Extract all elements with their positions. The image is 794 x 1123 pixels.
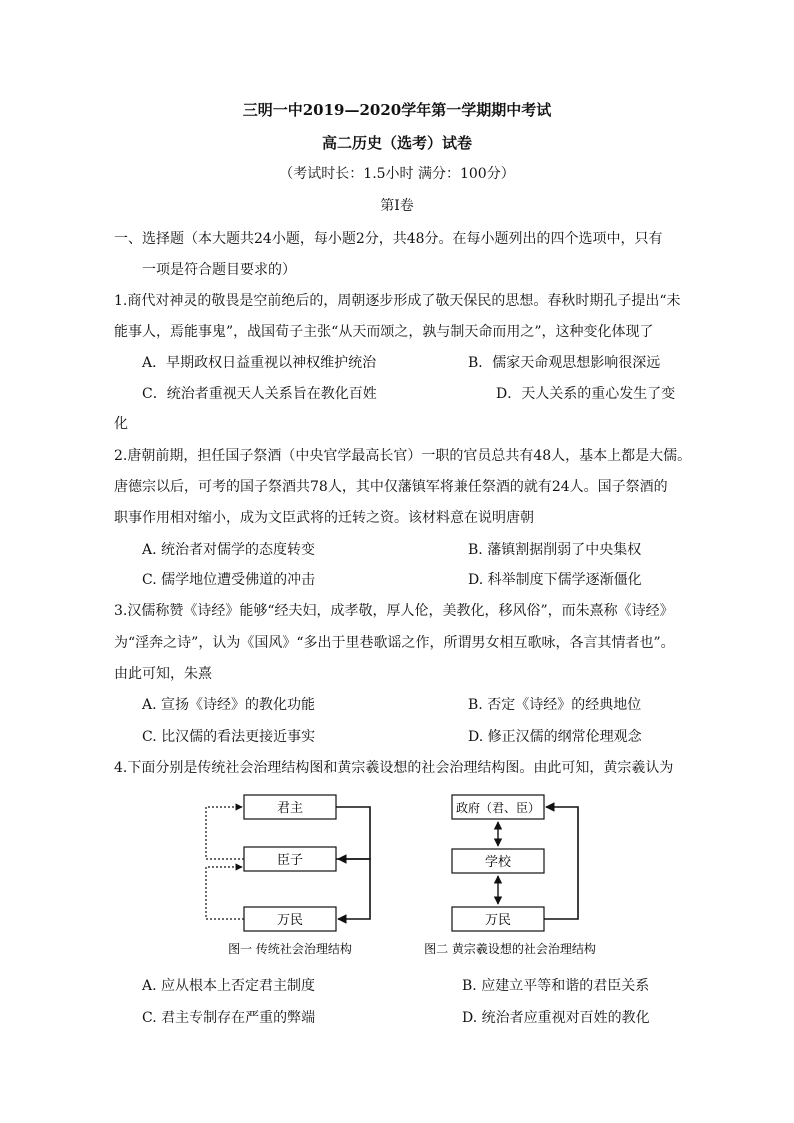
question-1-line-1: 1.商代对神灵的敬畏是空前绝后的，周朝逐步形成了敬天保民的思想。春秋时期孔子提出“未 bbox=[114, 293, 681, 309]
question-1-option-b: B．儒家天命观思想影响很深远 bbox=[468, 355, 661, 371]
fig1-box-officials-label: 臣子 bbox=[276, 853, 304, 868]
question-2-line-3: 职事作用相对缩小，成为文臣武将的迁转之资。该材料意在说明唐朝 bbox=[114, 510, 534, 526]
fig2-arrow-people-to-government bbox=[544, 807, 578, 919]
question-1-line-2: 能事人，焉能事鬼”，战国荀子主张“从天而颂之，孰与制天命而用之”，这种变化体现了 bbox=[114, 324, 654, 340]
question-2-option-a: A. 统治者对儒学的态度转变 bbox=[142, 542, 316, 558]
question-1-option-a: A．早期政权日益重视以神权维护统治 bbox=[142, 355, 377, 371]
question-3-line-2: 为“淫奔之诗”，认为《国风》“多出于里巷歌谣之作，所谓男女相互歌咏，各言其情者也”。 bbox=[114, 635, 675, 651]
governance-structure-figure bbox=[190, 785, 610, 965]
fig1-arrow-officials-to-people bbox=[336, 859, 370, 919]
figure-1-traditional bbox=[206, 795, 370, 956]
fig1-arrow-monarch-to-officials bbox=[336, 807, 370, 859]
fig1-dotted-arrow-officials-to-monarch bbox=[206, 807, 244, 859]
question-1-option-d: D．天人关系的重心发生了变 bbox=[496, 386, 676, 402]
section-heading-cont: 一项是符合题目要求的） bbox=[142, 262, 296, 278]
fig1-box-monarch-label: 君主 bbox=[276, 801, 304, 816]
question-4-option-a: A. 应从根本上否定君主制度 bbox=[142, 978, 316, 994]
fig1-caption: 图一 传统社会治理结构 bbox=[228, 942, 352, 956]
question-4-option-d: D. 统治者应重视对百姓的教化 bbox=[462, 1010, 650, 1026]
fig1-dotted-arrow-people-to-officials bbox=[206, 867, 244, 919]
fig2-box-school-label: 学校 bbox=[484, 855, 512, 870]
question-3-option-b: B. 否定《诗经》的经典地位 bbox=[468, 697, 642, 713]
exam-subtitle: 高二历史（选考）试卷 bbox=[321, 134, 472, 152]
fig2-box-government-label: 政府（君、臣） bbox=[455, 801, 541, 815]
question-2-option-c: C. 儒学地位遭受佛道的冲击 bbox=[142, 572, 316, 588]
exam-info: （考试时长：1.5小时 满分：100分） bbox=[279, 166, 515, 182]
question-3-option-a: A. 宣扬《诗经》的教化功能 bbox=[142, 697, 316, 713]
question-3-line-1: 3.汉儒称赞《诗经》能够“经夫妇，成孝敬，厚人伦，美教化，移风俗”，而朱熹称《诗经》 bbox=[114, 603, 674, 619]
exam-title: 三明一中2019—2020学年第一学期期中考试 bbox=[242, 101, 552, 119]
question-4-option-c: C. 君主专制存在严重的弊端 bbox=[142, 1010, 316, 1026]
question-3-option-d: D. 修正汉儒的纲常伦理观念 bbox=[468, 729, 642, 745]
fig1-box-people-label: 万民 bbox=[276, 913, 304, 928]
question-2-option-b: B. 藩镇割据削弱了中央集权 bbox=[468, 542, 642, 558]
question-2-line-1: 2.唐朝前期，担任国子祭酒（中央官学最高长官）一职的官员总共有48人，基本上都是大儒。 bbox=[114, 448, 692, 464]
question-1-option-d-cont: 化 bbox=[114, 416, 128, 432]
figure-2-huang-zongxi bbox=[424, 795, 596, 956]
question-1-option-c: C．统治者重视天人关系旨在教化百姓 bbox=[142, 386, 377, 402]
question-4-option-b: B. 应建立平等和谐的君臣关系 bbox=[462, 978, 650, 994]
fig2-caption: 图二 黄宗羲设想的社会治理结构 bbox=[424, 942, 596, 956]
question-2-line-2: 唐德宗以后，可考的国子祭酒共78人，其中仅藩镇军将兼任祭酒的就有24人。国子祭酒的 bbox=[114, 479, 668, 495]
section-heading: 一、选择题（本大题共24小题，每小题2分，共48分。在每小题列出的四个选项中，只有 bbox=[114, 231, 663, 247]
question-3-option-c: C. 比汉儒的看法更接近事实 bbox=[142, 729, 316, 745]
volume-label: 第Ⅰ卷 bbox=[380, 198, 414, 214]
question-3-line-3: 由此可知，朱熹 bbox=[114, 666, 212, 682]
fig2-box-people-label: 万民 bbox=[484, 913, 512, 928]
question-4-line-1: 4.下面分别是传统社会治理结构图和黄宗羲设想的社会治理结构图。由此可知，黄宗羲认为 bbox=[114, 760, 674, 776]
question-2-option-d: D. 科举制度下儒学逐渐僵化 bbox=[468, 572, 642, 588]
